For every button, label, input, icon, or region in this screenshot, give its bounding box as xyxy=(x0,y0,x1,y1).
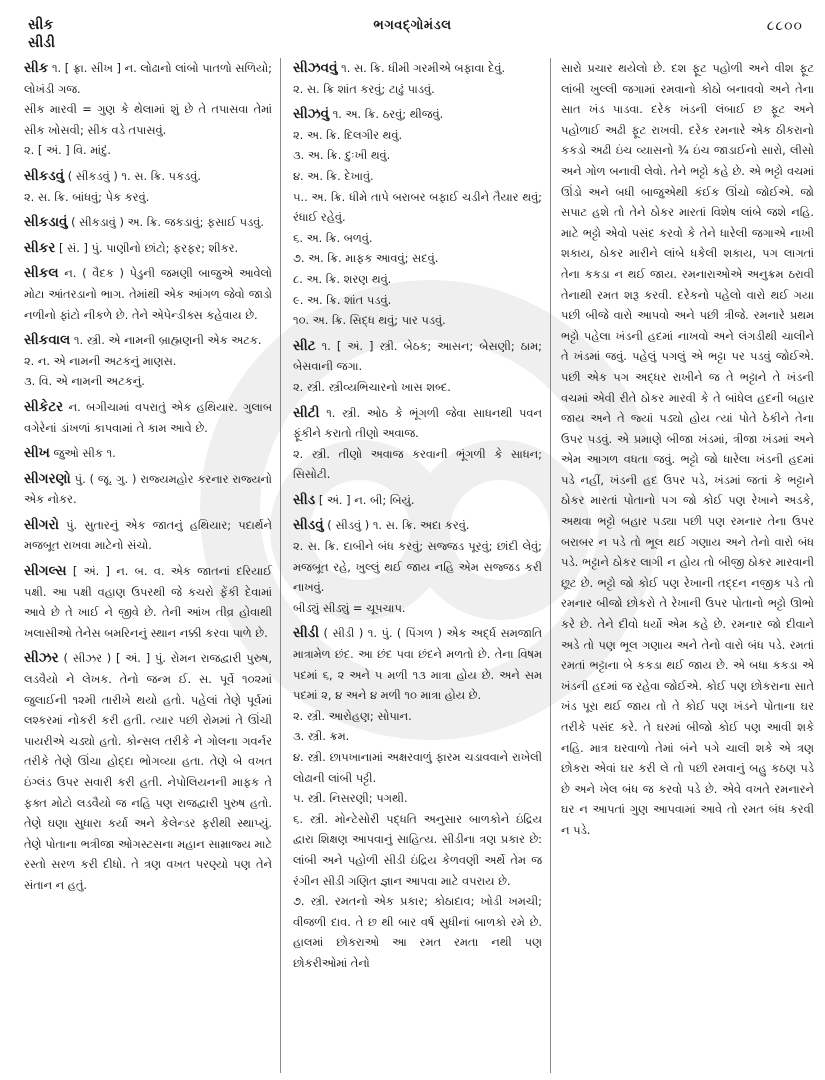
sense-definition: ૨. સ. ક્રિ. બાંધવું; પેક કરવું. xyxy=(24,189,150,204)
entry-main xyxy=(293,104,542,125)
guide-word-last: સીડી xyxy=(28,35,56,51)
definition: ૧. સ. ક્રિ. ધીમી ગરમીએ બફાવા દેવું. xyxy=(341,61,506,75)
dictionary-entry xyxy=(293,403,542,485)
column-1 xyxy=(24,58,280,1073)
entry-main xyxy=(24,212,272,233)
definition: ( સીકડવું ) ૧. સ. ક્રિ. પકડવું. xyxy=(67,168,201,183)
page-header xyxy=(0,10,825,54)
sense-definition: ૩. સ્ત્રી. ક્રમ. xyxy=(293,729,350,744)
usage-example: સીક મારવી = ગુણ કે થેલામાં શું છે તે તપાસવા તેમાં સીક ખોસવી; સીક વડે તપાસવું. xyxy=(24,102,272,137)
definition: [ અં. ] ન. બી; બિયું. xyxy=(318,492,415,507)
sense-definition: ૭. સ્ત્રી. રમતનો એક પ્રકાર; કોઠાદાવ; ખોડી ખમચી; વીજળી દાવ. તે છ થી બાર વર્ષ સુધીનાં બાળકો રમે છે. હાલમાં છોકરાઓ આ રમત રમતા નથી પણ છોકરીઓમાં તેનો xyxy=(293,894,542,970)
headword: સીડવું xyxy=(293,517,324,534)
headword: સીઝર xyxy=(24,650,59,667)
headword: સીટ xyxy=(293,337,316,354)
entry-main xyxy=(24,263,272,325)
definition: ન. બગીચામાં વપરાતું એક હથિયાર. ગુલાબ વગેરેનાં ડાંખળાં કાપવામાં તે કામ આવે છે. xyxy=(24,399,272,435)
headword: સીગલ્સ xyxy=(24,563,67,580)
definition: ( સીઝર ) [ અં. ] પું. રોમન રાજદ્વારી પુરુષ, લડવૈયો ને લેખક. તેનો જન્મ ઈ. સ. પૂર્વે ૧૦૨માં જુલાઈની ૧૨મી તારીખે થયો હતો. પહેલાં તેણે પૂર્વમાં લશ્કરમાં નોકરી કરી હતી. ત્યાર પછી રોમમાં તે ઊંચી પાયરીએ ચડ્યો હતો. કોન્સલ તરીકે ને ગોલના ગવર્નર તરીકે તેણે ઊંચા હોદ્દા ભોગવ્યા હતા. તેણે બે વખત ઇંગ્લંડ ઉપર સવારી કરી હતી. નેપોલિયનની માફક તે ફક્ત મોટો લડવૈયો જ નહિ પણ રાજદ્વારી પુરુષ હતો. તેણે ઘણા સુધારા કર્યા અને કેલેન્ડર ફરીથી સ્થાપ્યું. તેણે પોતાના ભત્રીજા ઓગસ્ટસના મહાન સામ્રાજ્ય માટે રસ્તો સરળ કરી દીધો. તે ત્રણ વખત પરણ્યો પણ તેને સંતાન ન હતું. xyxy=(24,651,273,892)
definition: ૧. [ ફ્રા. સીખ ] ન. લોઢાનો લાંબો પાતળો સળિયો; લોખંડી ગજ. xyxy=(24,61,273,96)
headword: સીડી xyxy=(293,625,320,642)
dictionary-entry xyxy=(24,212,272,233)
sense-definition: ૬. અ. ક્રિ. બળવું. xyxy=(293,230,373,245)
column-2 xyxy=(280,58,550,1073)
dictionary-entry xyxy=(24,648,272,895)
definition: [ અં. ] ન. બ. વ. એક જાતનાં દરિયાઈ પક્ષી. આ પક્ષી વહાણ ઉપરથી જે કચરો ફેંકી દેવામાં આવે છે તે ખાઈ ને જીવે છે. તેની આંખ તીવ્ર હોવાથી ખલાસીઓ તેનેસ બમરિનનું સ્થાન નક્કી કરવા પાળે છે. xyxy=(24,564,273,640)
sense-definition: ૩. અ. ક્રિ. દુઃખી થવું. xyxy=(293,148,391,163)
dictionary-entry xyxy=(24,469,272,510)
sense-definition: ૬. સ્ત્રી. મોન્ટેસોરી પદ્ધતિ અનુસાર બાળકોને ઇંદ્રિય દ્વારા શિક્ષણ આપવાનું સાહિત્ય. સીડીના ત્રણ પ્રકાર છે: લાંબી અને પહોળી સીડી ઇંદ્રિય કેળવણી અર્થે તેમ જ રંગીન સીડી ગણિત જ્ઞાન આપવા માટે વપરાય છે. xyxy=(293,811,542,888)
headword: સીઝવું xyxy=(293,106,330,123)
usage-example: બીડ્યું સીડ્યું = ચૂપચાપ. xyxy=(293,600,406,615)
entry-main xyxy=(293,623,542,705)
entry-main xyxy=(24,469,272,510)
entry-main xyxy=(24,166,272,187)
dictionary-entry xyxy=(293,58,542,99)
sense-definition: ૪. અ. ક્રિ. દેખાવું. xyxy=(293,168,374,183)
sense-definition: ૨. સ્ત્રી. આરોહણ; સોપાન. xyxy=(293,708,412,723)
sense-definition: ૫. સ્ત્રી. નિસરણી; પગથી. xyxy=(293,791,408,806)
entry-main xyxy=(24,515,272,556)
sense-definition: ૧૦. અ. ક્રિ. સિદ્ધ થવું; પાર પડવું. xyxy=(293,313,446,328)
sense-definition: ૨. અ. ક્રિ. દિલગીર થવું. xyxy=(293,127,403,142)
dictionary-entry xyxy=(293,104,542,331)
definition: ૧. [ અં. ] સ્ત્રી. બેઠક; આસન; બેસણી; ઠામ; બેસવાની જગા. xyxy=(293,338,542,374)
entry-main xyxy=(24,397,272,438)
definition: ૧. સ્ત્રી. ઓઠ કે ભૂંગળી જેવા સાધનથી પવન ફૂંકીને કરાતો તીણો અવાજ. xyxy=(293,405,542,441)
headword: સીકેટર xyxy=(24,398,64,415)
definition: ૧. સ્ત્રી. એ નામની બ્રાહ્મણની એક અટક. xyxy=(73,333,262,348)
dictionary-entry xyxy=(24,330,272,392)
sense-definition: ૨. સ્ત્રી. સ્ત્રીવ્યભિચારનો ખાસ શબ્દ. xyxy=(293,379,451,394)
headword: સીગરો xyxy=(24,516,60,533)
entry-main xyxy=(24,238,272,259)
headword: સીકડવું xyxy=(24,167,65,184)
sense-definition: ૫.. અ. ક્રિ. ધીમે તાપે બરાબર બફાઈ ચડીને તૈયાર થવું; રંધાઈ રહેવું. xyxy=(293,189,542,225)
definition: ૧. અ. ક્રિ. ઠરવું; થીજવું. xyxy=(332,107,444,122)
dictionary-entry xyxy=(24,238,272,259)
headword: સીકવાલ xyxy=(24,332,71,349)
definition: ( સીડવું ) ૧. સ. ક્રિ. અદા કરવું. xyxy=(327,518,470,533)
headword: સીડ xyxy=(293,491,316,508)
dictionary-entry xyxy=(293,490,542,511)
definition: [ સં. ] પું. પાણીનો છાંટો; ફરફર; શીકર. xyxy=(58,240,239,255)
headword: સીક xyxy=(24,60,49,76)
dictionary-entry xyxy=(293,336,542,398)
sense-definition: ૨. સ. ક્રિ શાંત કરવું; ટાઢું પાડવું. xyxy=(293,81,435,96)
dictionary-entry xyxy=(24,166,272,207)
entry-main xyxy=(24,58,272,99)
dictionary-entry xyxy=(24,443,272,464)
entry-main xyxy=(24,561,272,643)
sense-definition: ૮. અ. ક્રિ. શરણ થવું. xyxy=(293,271,392,286)
dictionary-entry xyxy=(24,263,272,325)
column-3 xyxy=(550,58,814,1073)
headword: સીટી xyxy=(293,404,320,421)
dictionary-entry xyxy=(24,515,272,556)
entry-main xyxy=(293,490,542,511)
entry-main xyxy=(293,58,542,79)
definition: ન. ( વૈદક ) પેડુની જમણી બાજુએ આવેલો મોટા આંતરડાનો ભાગ. તેમાંથી એક આંગળ જેવો જાડો નળીનો ફાંટો નીકળે છે. તેને એપેન્ડીક્સ કહેવાય છે. xyxy=(24,266,272,322)
dictionary-entry xyxy=(293,515,542,618)
entry-main xyxy=(293,515,542,536)
definition: પું. ( જૂ. ગુ. ) રાજ્યમહોર કરનાર રાજ્યનો એક નોકર. xyxy=(24,471,273,507)
definition: ( સીડી ) ૧. પું. ( પિંગળ ) એક અર્દ્ધ સમજાતિ માત્રામેળ છંદ. આ છંદ પવા છંદને મળતો છે. તેના વિષમ પદમાં ૬, ૨ અને ૫ મળી ૧૩ માત્રા હોય છે. અને સમ પદમાં ૨, ૪ અને ૪ મળી ૧૦ માત્રા હોય છે. xyxy=(293,626,542,703)
sense-definition: ૯. અ. ક્રિ. શાંત પડવું. xyxy=(293,292,392,307)
headword: સીકલ xyxy=(24,265,59,282)
headword: સીઝવવું xyxy=(293,60,338,76)
sense-definition: ૨. [ અં. ] વિ. માંદું. xyxy=(24,143,112,158)
definition: ( સીકડાવું ) અ. ક્રિ. જકડાવું; ફસાઈ પડવું. xyxy=(71,215,264,230)
entry-main xyxy=(293,403,542,444)
headword: સીખ xyxy=(24,445,50,462)
sense-definition: ૩. વિ. એ નામની અટકનું. xyxy=(24,374,145,389)
entry-main xyxy=(24,443,272,464)
definition: જુઓ સીક ૧. xyxy=(53,446,116,461)
sense-definition: ૨. ન. એ નામની અટકનું માણસ. xyxy=(24,353,177,368)
continued-paragraph: સારો પ્રચાર થયેલો છે. દશ ફૂટ પહોળી અને વીશ ફૂટ લાંબી ખુલ્લી જગામાં રમવાનો કોઠો બનાવવો અને તેના સાત ખંડ પાડવા. દરેક ખંડની લંબાઈ છ ફૂટ અને પહોળાઈ અઢી ફૂટ રાખવી. દરેક રમનારે એક ઠીકરાનો કકડો અઢી ઇંચ વ્યાસનો ¾ ઇંચ જાડાઈનો સારો, લીસો અને ગોળ બનાવી લેવો. તેને ભટ્ટો કહે છે. એ ભટ્ટો વચમાં ઊંડો અને બધી બાજુએથી કંઈક ઊંચો જોઈએ. જો સપાટ હશે તો તેને ઠોકર મારતાં વિશેષ લાંબે જશે નહિ. માટે ભટ્ટો એવો પસંદ કરવો કે તેને ધારેલી જગાએ નાખી શકાય, ઠોકર મારીને લાંબે ધકેલી શકાય, પગ લાગતાં તેના કકડા ન થઈ જાય. રમનારાઓએ અનુક્રમ ઠરાવી તેનાથી રમત શરૂ કરવી. દરેકનો પહેલો વારો થઈ ગયા પછી બીજે વારો આપવો અને પછી ત્રીજે. રમનારે પ્રથમ ભટ્ટો પહેલા ખંડની હદમાં નાખવો અને લંગડીથી ચાલીને તે ખંડમાં જવું. પહેલું પગલું એ ભટ્ટા પર પડવું જોઈએ. પછી એક પગ અદ્ધર રાખીને જ તે ભટ્ટાને તે ખંડની વચમાં એવી રીતે ઠોકર મારવી કે તે બાંધેલ હદની બહાર જાય અને તે જ્યાં પડ્યો હોય ત્યાં પોતે ઠેકીને તેના ઉપર પડવું. એ પ્રમાણે બીજા ખંડમાં, ત્રીજા ખંડમાં અને એમ આગળ વધતા જવું. ભટ્ટો જો ધારેલા ખંડની હદમાં પડે નહીં, ખંડની હદ ઉપર પડે, ખંડમાં જતાં કે ભટ્ટાને ઠોકર મારતાં પોતાનો પગ જો કોઈ પણ રેખાને અડકે, અથવા ભટ્ટો બહાર પડ્યા પછી પણ રમનાર તેના ઉપર બરાબર ન પડે તો ભૂલ થઈ ગણાય અને તેનો વારો બંધ પડે. ભટ્ટાને ઠોકર લાગી ન હોય તો બીજી ઠોકર મારવાની છૂટ છે. ભટ્ટો જો કોઈ પણ રેખાની તદ્દન નજીક પડે તો રમનાર બીજો છોકરો તે રેખાની ઉપર પોતાનો ભટ્ટો ઊભો કરે છે. તેને દીવો ધર્યો એમ કહે છે. રમનાર જો દીવાને અડે તો પણ ભૂલ ગણાય અને તેનો વારો બંધ પડે. રમતાં રમતાં ભટ્ટાના બે કકડા થઈ જાય છે. એ બધા કકડા એ ખંડની હદમાં જ રહેવા જોઈએ. કોઈ પણ છોકરાના સાતે ખંડ પૂરા થઈ જાય તો તે કોઈ પણ ખંડને પોતાના ઘર તરીકે પસંદ કરે. તે ઘરમાં બીજો કોઈ પણ આવી શકે નહિ. માત્ર ઘરવાળો તેમાં બંને પગે ચાલી શકે એ ત્રણ છોકરા એવાં ઘર કરી લે તો પછી રમવાનું બહુ કઠણ પડે છે અને ખેલ બંધ જ કરવો પડે છે. એવે વખતે રમનારને ઘર ન આપતાં ગુણ આપવામાં આવે તો રમત બંધ કરવી ન પડે. xyxy=(561,61,814,837)
entry-main xyxy=(293,336,542,377)
dictionary-columns xyxy=(24,58,814,1073)
headword: સીકર xyxy=(24,239,56,256)
entry-main xyxy=(24,330,272,351)
page-number: ૮૮૦૦ xyxy=(766,18,803,34)
sense-definition: ૪. સ્ત્રી. છાપખાનામાં અક્ષરવાળું ફારમ ચડાવવાને રાખેલી લોઢાની લાંબી પટ્ટી. xyxy=(293,750,542,785)
dictionary-entry xyxy=(24,397,272,438)
guide-word-first: સીક xyxy=(28,17,54,33)
dictionary-entry xyxy=(24,561,272,643)
headword: સીકડાવું xyxy=(24,214,68,231)
page-title: ભગવદ્ગોમંડલ xyxy=(373,18,452,33)
sense-definition: ૨. સ્ત્રી. તીણો અવાજ કરવાની ભૂંગળી કે સાધન; સિસોટી. xyxy=(293,446,542,482)
definition: પું. સુતારનું એક જાતનું હથિયાર; પદાર્થને મજબૂત રાખવા માટેનો સંચો. xyxy=(24,517,272,553)
sense-definition: ૨. સ. ક્રિ. દાબીને બંધ કરવું; સજ્જડ પૂરવું; છાંદી લેવું; મજબૂત રહે, ખુલ્લું થઈ જાય નહિ એમ સજ્જડ કરી નાખવું. xyxy=(293,539,542,595)
dictionary-entry xyxy=(24,58,272,161)
dictionary-entry xyxy=(293,623,542,973)
headword: સીગરણો xyxy=(24,470,71,487)
sense-definition: ૭. અ. ક્રિ. માફક આવવું; સદવું. xyxy=(293,251,439,266)
entry-main xyxy=(24,648,272,895)
